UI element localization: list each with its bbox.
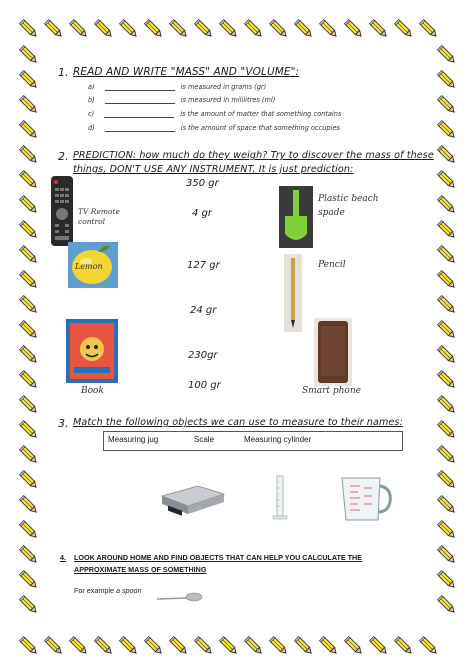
pencil-border-icon	[318, 635, 340, 657]
pencil-border-icon	[268, 635, 290, 657]
pencil-border-icon	[436, 119, 458, 141]
pencil-border-icon	[436, 244, 458, 266]
pencil-border-icon	[436, 169, 458, 191]
pencil-border-icon	[268, 18, 290, 40]
pencil-border-icon	[436, 569, 458, 591]
pencil-border-icon	[18, 219, 40, 241]
pencil-border-icon	[18, 294, 40, 316]
pencil-border-icon	[18, 394, 40, 416]
label-lemon: Lemon	[75, 262, 103, 271]
answer-blank[interactable]	[105, 124, 175, 132]
pencil-image	[284, 254, 302, 332]
section4-line2: APPROXIMATE MASS OF SOMETHING	[74, 565, 207, 574]
pencil-border-icon	[436, 594, 458, 616]
answer-blank[interactable]	[105, 83, 175, 91]
pencil-border-icon	[18, 469, 40, 491]
pencil-border-icon	[436, 519, 458, 541]
label-pencil: Pencil	[318, 260, 346, 270]
section1-item-b	[88, 96, 275, 104]
section3-number: 3.	[58, 417, 69, 430]
pencil-border-icon	[18, 569, 40, 591]
pencil-border-icon	[118, 18, 140, 40]
pencil-border-icon	[118, 635, 140, 657]
weight-24: 24 gr	[190, 305, 217, 316]
weight-127: 127 gr	[187, 260, 220, 271]
pencil-border-icon	[18, 519, 40, 541]
item-text: is measured in grams (gr)	[180, 83, 267, 91]
section1-heading: READ AND WRITE "MASS" AND "VOLUME":	[73, 66, 300, 78]
pencil-border-icon	[243, 18, 265, 40]
pencil-border-icon	[436, 494, 458, 516]
pencil-border-icon	[18, 369, 40, 391]
cylinder-image	[272, 474, 288, 522]
section3-heading: Match the following objects we can use to measure to their names:	[73, 417, 403, 428]
scale-image	[158, 472, 228, 518]
item-text: is the amount of matter that something contains	[180, 110, 342, 118]
book-image	[66, 319, 118, 383]
pencil-border-icon	[293, 635, 315, 657]
section4-line1: LOOK AROUND HOME AND FIND OBJECTS THAT CAN HELP YOU CALCULATE THE	[74, 553, 363, 562]
pencil-border-icon	[18, 635, 40, 657]
name-scale: Scale	[194, 435, 215, 444]
spade-image	[279, 186, 313, 248]
section4-number: 4.	[60, 553, 66, 562]
pencil-border-icon	[18, 594, 40, 616]
pencil-border-icon	[436, 294, 458, 316]
answer-blank[interactable]	[105, 96, 175, 104]
pencil-border-icon	[18, 544, 40, 566]
smartphone-image	[314, 318, 352, 386]
pencil-border-icon	[436, 394, 458, 416]
pencil-border-icon	[93, 635, 115, 657]
pencil-border-icon	[93, 18, 115, 40]
label-phone: Smart phone	[302, 386, 361, 396]
pencil-border-icon	[18, 244, 40, 266]
weight-4: 4 gr	[192, 208, 212, 219]
pencil-border-icon	[18, 269, 40, 291]
section2-line2: things, DON'T USE ANY INSTRUMENT. It is just prediction:	[73, 164, 354, 175]
pencil-border-icon	[18, 344, 40, 366]
pencil-border-icon	[393, 18, 415, 40]
answer-blank[interactable]	[104, 110, 174, 118]
section4-example	[74, 586, 142, 595]
item-letter: c)	[88, 110, 95, 118]
pencil-border-icon	[68, 635, 90, 657]
item-letter: a)	[88, 83, 95, 91]
pencil-border-icon	[193, 18, 215, 40]
pencil-border-icon	[218, 18, 240, 40]
tv-remote-image	[50, 176, 74, 246]
pencil-border-icon	[368, 635, 390, 657]
name-measuring-jug: Measuring jug	[108, 435, 159, 444]
pencil-border-icon	[18, 419, 40, 441]
pencil-border-icon	[18, 169, 40, 191]
pencil-border-icon	[418, 18, 440, 40]
pencil-border-icon	[436, 69, 458, 91]
pencil-border-icon	[18, 144, 40, 166]
section1-item-a	[88, 83, 266, 91]
pencil-border-icon	[436, 219, 458, 241]
section1-item-d	[88, 124, 340, 132]
item-letter: b)	[88, 96, 95, 104]
pencil-border-icon	[43, 635, 65, 657]
pencil-border-icon	[368, 18, 390, 40]
measuring-jug-image	[336, 472, 394, 524]
pencil-border-icon	[18, 44, 40, 66]
pencil-border-icon	[143, 18, 165, 40]
pencil-border-icon	[18, 18, 40, 40]
pencil-border-icon	[418, 635, 440, 657]
pencil-border-icon	[436, 469, 458, 491]
pencil-border-icon	[318, 18, 340, 40]
weight-100: 100 gr	[188, 380, 221, 391]
pencil-border-icon	[293, 18, 315, 40]
item-text: is measured in mililitres (ml)	[180, 96, 276, 104]
weight-350: 350 gr	[186, 178, 219, 189]
pencil-border-icon	[18, 119, 40, 141]
pencil-border-icon	[18, 494, 40, 516]
pencil-border-icon	[436, 344, 458, 366]
pencil-border-icon	[436, 369, 458, 391]
pencil-border-icon	[43, 18, 65, 40]
section1-number: 1.	[58, 66, 69, 79]
pencil-border-icon	[18, 69, 40, 91]
pencil-border-icon	[436, 194, 458, 216]
pencil-border-icon	[436, 144, 458, 166]
pencil-border-icon	[143, 635, 165, 657]
section2-number: 2.	[58, 150, 69, 163]
item-text: is the amount of space that something occupies	[180, 124, 340, 132]
pencil-border-icon	[193, 635, 215, 657]
pencil-border-icon	[343, 635, 365, 657]
pencil-border-icon	[168, 18, 190, 40]
pencil-border-icon	[436, 419, 458, 441]
pencil-border-icon	[436, 319, 458, 341]
name-measuring-cylinder: Measuring cylinder	[244, 435, 312, 444]
pencil-border-icon	[168, 635, 190, 657]
pencil-border-icon	[68, 18, 90, 40]
section2-line1: PREDICTION: how much do they weigh? Try to discover the mass of these	[73, 150, 434, 161]
pencil-border-icon	[18, 319, 40, 341]
pencil-border-icon	[343, 18, 365, 40]
pencil-border-icon	[436, 544, 458, 566]
pencil-border-icon	[18, 194, 40, 216]
pencil-border-icon	[436, 269, 458, 291]
label-spade: Plastic beach spade	[318, 194, 379, 218]
example-prefix: For example	[74, 586, 116, 595]
item-letter: d)	[88, 124, 95, 132]
pencil-border-icon	[393, 635, 415, 657]
pencil-border-icon	[436, 444, 458, 466]
pencil-border-icon	[436, 44, 458, 66]
section1-item-c	[88, 110, 341, 118]
pencil-border-icon	[218, 635, 240, 657]
pencil-border-icon	[18, 94, 40, 116]
pencil-border-icon	[243, 635, 265, 657]
example-item: a spoon	[115, 586, 142, 595]
pencil-border-icon	[436, 94, 458, 116]
weight-230: 230gr	[188, 350, 218, 361]
pencil-border-icon	[18, 444, 40, 466]
spoon-image	[155, 588, 203, 600]
names-box	[103, 431, 403, 451]
label-remote: TV Remote control	[78, 207, 120, 226]
label-book: Book	[81, 386, 104, 396]
